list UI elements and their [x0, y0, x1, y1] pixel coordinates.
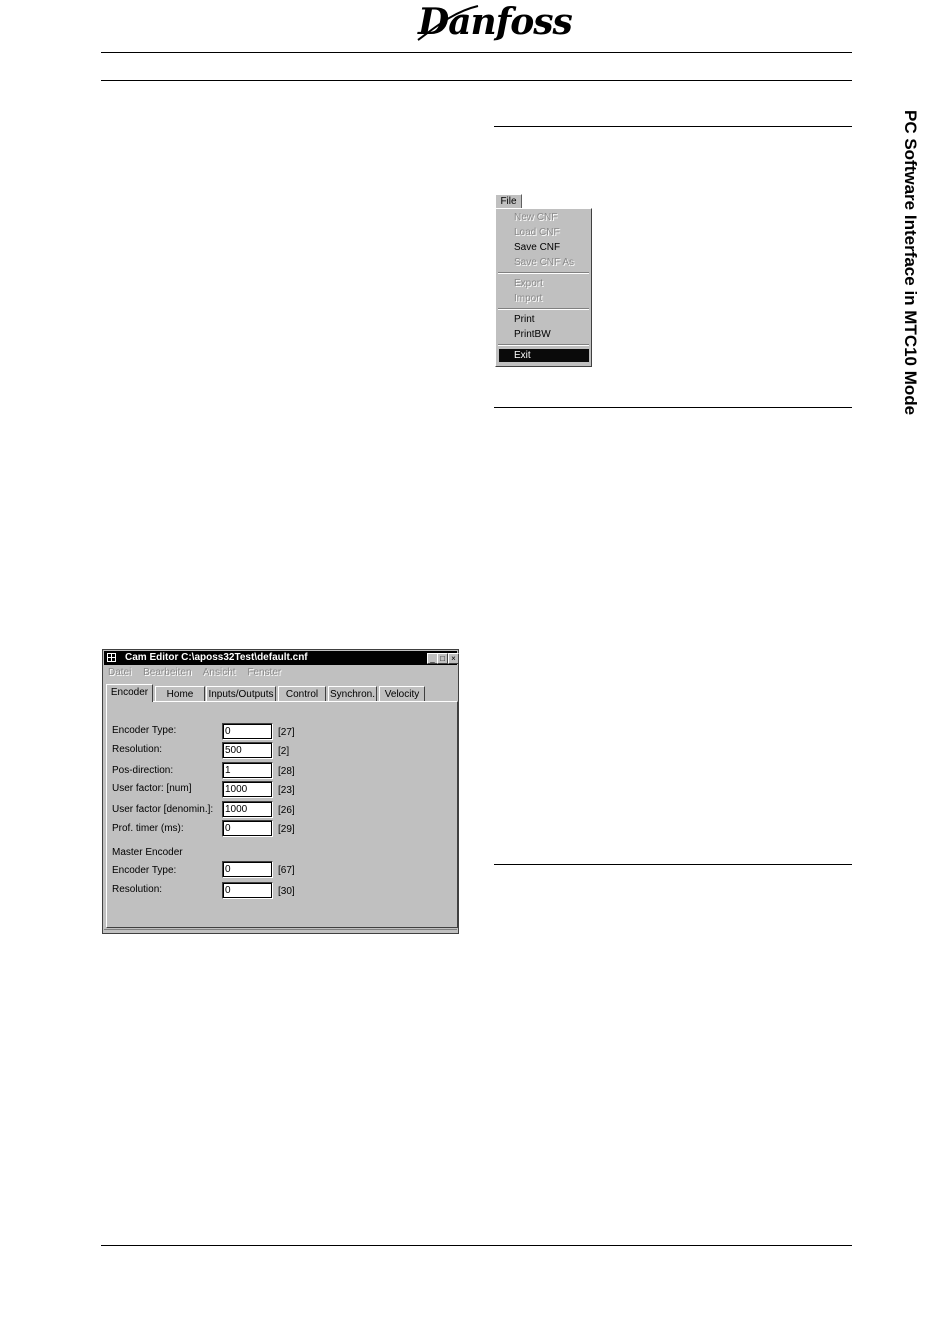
user-factor-num-input[interactable]: 1000 — [222, 781, 273, 798]
tab-row — [106, 684, 456, 702]
param-code: [29] — [278, 824, 295, 835]
param-code: [27] — [278, 727, 295, 738]
header-rule-top — [101, 52, 852, 53]
tab-inputs-outputs[interactable]: Inputs/Outputs — [206, 686, 276, 701]
master-encoder-heading: Master Encoder — [112, 847, 183, 858]
side-title-text: PC Software Interface in MTC10 Mode — [901, 110, 920, 416]
menu-separator — [498, 308, 589, 310]
menu-item-load-cnf[interactable]: Load CNF — [514, 227, 560, 238]
menu-ansicht[interactable]: Ansicht — [202, 667, 236, 678]
prof-timer-input[interactable]: 0 — [222, 820, 273, 837]
param-code: [28] — [278, 766, 295, 777]
field-label: Resolution: — [112, 744, 163, 755]
file-menu-screenshot — [494, 193, 592, 366]
field-label: Pos-direction: — [112, 765, 174, 776]
menu-separator — [498, 344, 589, 346]
maximize-icon[interactable]: □ — [437, 653, 448, 664]
param-code: [67] — [278, 865, 295, 876]
param-code: [2] — [278, 746, 290, 757]
menu-item-save-cnf-as[interactable]: Save CNF As — [514, 257, 575, 268]
minimize-icon[interactable]: _ — [427, 653, 438, 664]
field-label: Encoder Type: — [112, 725, 177, 736]
menu-separator — [498, 272, 589, 274]
close-icon[interactable]: × — [448, 653, 459, 664]
field-label: User factor: [num] — [112, 783, 192, 794]
field-label: Encoder Type: — [112, 865, 177, 876]
window-menubar — [108, 667, 290, 678]
header-rule-bottom — [101, 80, 852, 81]
menu-item-exit[interactable]: Exit — [514, 350, 531, 361]
encoder-type-input[interactable]: 0 — [222, 723, 273, 740]
master-encoder-type-input[interactable]: 0 — [222, 861, 273, 878]
menu-item-new-cnf[interactable]: New CNF — [514, 212, 558, 223]
tab-home[interactable]: Home — [155, 686, 205, 701]
title-bar[interactable] — [104, 651, 457, 665]
menu-item-export[interactable]: Export — [514, 278, 543, 289]
menu-item-printbw[interactable]: PrintBW — [514, 329, 551, 340]
section-rule-2 — [494, 407, 852, 408]
file-menu-title[interactable]: File — [495, 194, 522, 210]
param-code: [30] — [278, 886, 295, 897]
tab-encoder[interactable]: Encoder — [106, 684, 153, 702]
tab-velocity[interactable]: Velocity — [379, 686, 425, 701]
menu-fenster[interactable]: Fenster — [247, 667, 282, 678]
pos-direction-input[interactable]: 1 — [222, 762, 273, 779]
field-label: User factor [denomin.]: — [112, 804, 214, 815]
resolution-input[interactable]: 500 — [222, 742, 273, 759]
menu-highlight — [499, 349, 589, 362]
section-rule-1 — [494, 126, 852, 127]
footer-rule — [101, 1245, 852, 1246]
encoder-tab-page — [106, 701, 458, 928]
logo-text: Danfoss — [418, 1, 572, 43]
danfoss-logo — [412, 0, 572, 48]
field-label: Resolution: — [112, 884, 163, 895]
window-grid-icon[interactable] — [107, 653, 116, 662]
param-code: [26] — [278, 805, 295, 816]
menu-bearbeiten[interactable]: Bearbeiten — [143, 667, 192, 678]
file-menu-dropdown — [495, 208, 592, 367]
master-resolution-input[interactable]: 0 — [222, 882, 273, 899]
tab-synchron[interactable]: Synchron. — [328, 686, 377, 701]
param-code: [23] — [278, 785, 295, 796]
status-bar — [104, 929, 457, 933]
cam-editor-window — [102, 649, 459, 934]
user-factor-denomin-input[interactable]: 1000 — [222, 801, 273, 818]
tab-control[interactable]: Control — [278, 686, 326, 701]
side-title — [901, 110, 924, 440]
menu-item-import[interactable]: Import — [514, 293, 543, 304]
field-label: Prof. timer (ms): — [112, 823, 184, 834]
menu-item-save-cnf[interactable]: Save CNF — [514, 242, 561, 253]
window-title: Cam Editor C:\aposs32Test\default.cnf — [125, 652, 308, 663]
menu-datei[interactable]: Datei — [108, 667, 132, 678]
section-rule-3 — [494, 864, 852, 865]
menu-item-print[interactable]: Print — [514, 314, 535, 325]
